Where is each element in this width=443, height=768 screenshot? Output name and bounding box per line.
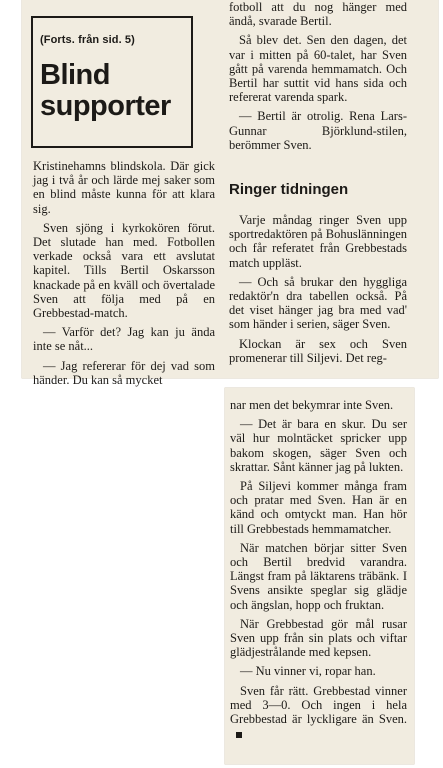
paragraph-final: [230, 684, 407, 741]
paragraph: Så blev det. Sen den dagen, det var i mitten på 60-talet, har Sven gått på varenda hemmamatch. Och Bertil har suttit vid hans sida och refererat varenda spark.: [229, 33, 407, 105]
paragraph: nar men det bekymrar inte Sven.: [230, 398, 394, 412]
paragraph: Klockan är sex och Sven promenerar till Siljevi. Det reg-: [229, 336, 407, 365]
paragraph: — Bertil är otrolig. Rena Lars-Gunnar Björklund-stilen, berömmer Sven.: [229, 109, 407, 152]
end-of-article-mark: [236, 732, 242, 738]
paragraph: När matchen börjar sitter Sven och Bertil bredvid varandra. Längst fram på läktarens träbänk. I Svens ansikte speglar sig glädje och ängslan, hopp och fruktan.: [230, 540, 407, 612]
paragraph: När Grebbestad gör mål rusar Sven upp från sin plats och viftar glädjestrålande med kepsen.: [230, 616, 407, 660]
paragraph: På Siljevi kommer många fram och pratar med Sven. Han är en känd och omtyckt man. Han hör till Grebbestads hemmamatcher.: [230, 479, 407, 536]
paragraph: Kristinehamns blindskola. Där gick jag i två år och lärde mej saker som en blind måste kunna för att klara sig.: [33, 159, 215, 216]
paragraph: — Jag refererar för dej vad som händer. Du kan så mycket: [33, 358, 215, 387]
paragraph: Varje måndag ringer Sven upp sportredaktören på Bohuslänningen och får referatet från Grebbestads match uppläst.: [229, 213, 407, 270]
paragraph: Sven sjöng i kyrkokören förut. Det slutade han med. Fotbollen verkade också vara ett avslutat kapitel. Tills Bertil Oskarsson knackade på en kväll och övertalade Sven att följa med på en Grebbestad-match.: [33, 220, 215, 321]
paragraph: — Varför det? Jag kan ju ända inte se nåt...: [33, 325, 215, 354]
article-column-right-top: [229, 0, 407, 157]
paragraph: — Och så brukar den hyggliga redaktör'n dra tabellen också. På det viset hänger jag bra med vad' som händer i serien, säger Sven.: [229, 274, 407, 332]
paragraph: fotboll att du nog hänger med ändå, svarade Bertil.: [229, 0, 407, 29]
paragraph: — Nu vinner vi, ropar han.: [240, 664, 376, 679]
continued-from-note: (Forts. från sid. 5): [40, 34, 135, 46]
article-column-right-bottom: [229, 213, 407, 370]
section-subheading: Ringer tidningen: [229, 181, 349, 198]
paragraph-final-text: Sven får rätt. Grebbestad vinner med 3—0. Och ingen i hela Grebbestad är lyckligare än Sven.: [230, 683, 407, 727]
paragraph: — Det är bara en skur. Du ser väl hur molntäcket spricker upp bakom skogen, säger Sven och skrattar. Sånt känner jag på lukten.: [230, 417, 407, 474]
article-continuation-column: [230, 398, 407, 745]
article-column-left: [33, 159, 215, 392]
article-headline: Blind supporter: [40, 59, 171, 122]
